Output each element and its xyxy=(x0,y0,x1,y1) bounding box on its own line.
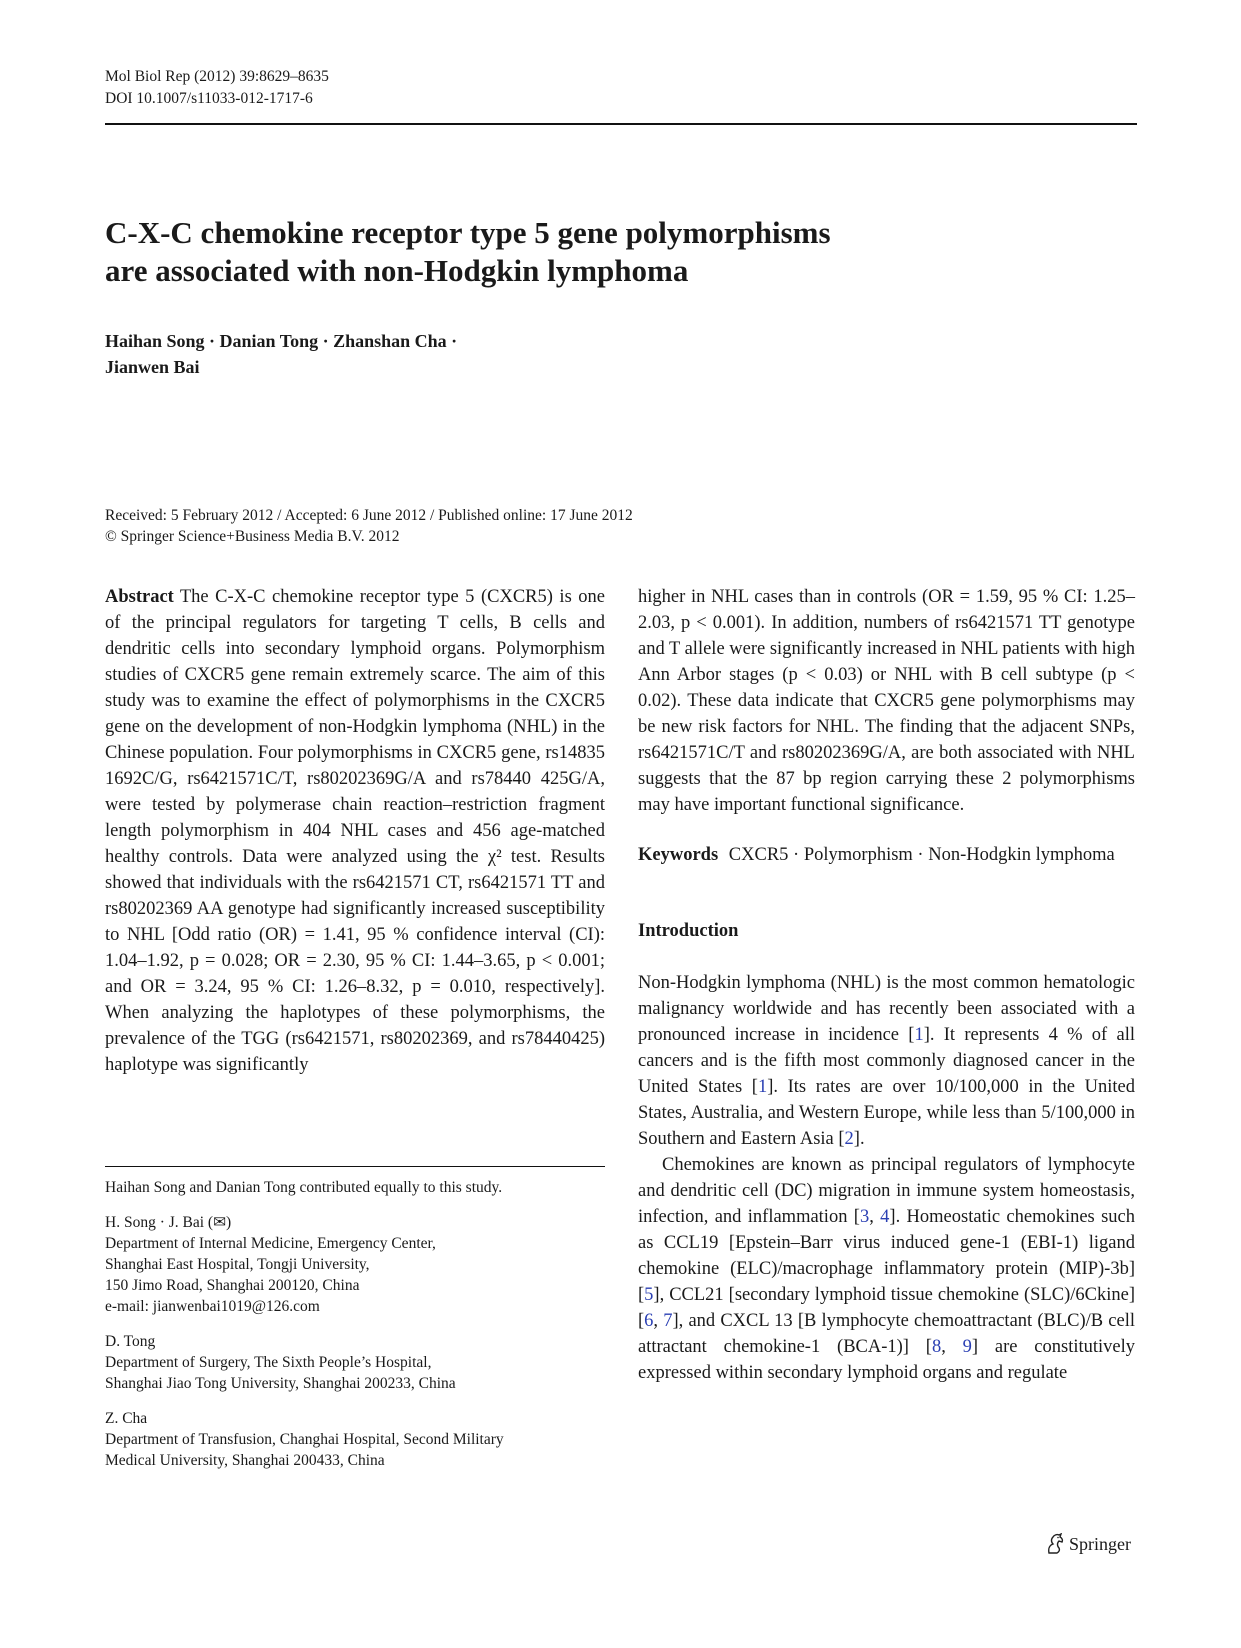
journal-citation: Mol Biol Rep (2012) 39:8629–8635 xyxy=(105,68,329,85)
citation-link[interactable]: 1 xyxy=(914,1025,924,1045)
footnotes xyxy=(105,1177,625,1471)
citation-link[interactable]: 7 xyxy=(663,1311,673,1331)
keywords xyxy=(638,842,1135,868)
doi: DOI 10.1007/s11033-012-1717-6 xyxy=(105,90,313,107)
email-link[interactable]: e-mail: jianwenbai1019@126.com xyxy=(105,1298,320,1315)
right-column xyxy=(638,584,1135,1386)
footnote-rule xyxy=(105,1166,605,1167)
citation-link[interactable]: 9 xyxy=(962,1337,972,1357)
keywords-text: CXCR5 · Polymorphism · Non-Hodgkin lymphoma xyxy=(728,845,1115,865)
citation-link[interactable]: 4 xyxy=(880,1207,890,1227)
header-rule xyxy=(105,123,1137,125)
dates-line: Received: 5 February 2012 / Accepted: 6 June 2012 / Published online: 17 June 2012 xyxy=(105,507,633,524)
intro-paragraph-1: Non-Hodgkin lymphoma (NHL) is the most common hematologic malignancy worldwide and has recently been associated with a pronounced increase in incidence [1]. It represents 4 % of all cancers and is the fifth most commonly diagnosed cancer in the United States [1]. Its rates are over 10/100,000 in the United States, Australia, and Western Europe, while less than 5/100,000 in Southern and Eastern Asia [2]. xyxy=(638,973,1136,1149)
abstract-left-column xyxy=(105,584,605,1078)
affiliation-3: Z. Cha Department of Transfusion, Changhai Hospital, Second Military Medical University, Shanghai 200433, China xyxy=(105,1410,504,1469)
introduction-heading: Introduction xyxy=(638,921,739,941)
citation-link[interactable]: 1 xyxy=(757,1077,768,1097)
author-list: Haihan Song · Danian Tong · Zhanshan Cha · Jianwen Bai xyxy=(105,331,458,377)
affiliation-2: D. Tong Department of Surgery, The Sixth People’s Hospital, Shanghai Jiao Tong University, Shanghai 200233, China xyxy=(105,1333,456,1392)
publisher-name: Springer xyxy=(1069,1534,1131,1554)
citation-link[interactable]: 3 xyxy=(859,1207,870,1227)
abstract-text: The C-X-C chemokine receptor type 5 (CXCR5) is one of the principal regulators for targeting T cells, B cells and dendritic cells into secondary lymphoid organs. Polymorphism studies of CXCR5 gene remain extremely scarce. The aim of this study was to examine the effect of polymorphisms in the CXCR5 gene on the development of non-Hodgkin lymphoma (NHL) in the Chinese population. Four polymorphisms in CXCR5 gene, rs14835 1692C/G, rs6421571C/T, rs80202369G/A and rs78440 425G/A, were tested by polymerase chain reaction–restriction fragment length polymorphism in 404 NHL cases and 456 age-matched healthy controls. Data were analyzed using the χ² test. Results showed that individuals with the rs6421571 CT, rs6421571 TT and rs80202369 AA genotype had significantly increased susceptibility to NHL [Odd ratio (OR) = 1.41, 95 % confidence interval (CI): 1.04–1.92, p = 0.028; OR = 2.30, 95 % CI: 1.44–3.65, p < 0.001; and OR = 3.24, 95 % CI: 1.26–8.32, p = 0.010, respectively]. When analyzing the haplotypes of these polymorphisms, the prevalence of the TGG (rs6421571, rs80202369, and rs78440425) haplotype was significantly xyxy=(105,587,605,1075)
publisher-logo xyxy=(1045,1532,1131,1556)
contribution-note: Haihan Song and Danian Tong contributed equally to this study. xyxy=(105,1179,503,1196)
citation-link[interactable]: 2 xyxy=(844,1129,854,1149)
springer-horse-icon xyxy=(1045,1533,1065,1555)
copyright: © Springer Science+Business Media B.V. 2012 xyxy=(105,528,400,545)
intro-paragraph-2: Chemokines are known as principal regulators of lymphocyte and dendritic cell (DC) migration in immune system homeostasis, infection, and inflammation [3, 4]. Homeostatic chemokines such as CCL19 [Epstein–Barr virus induced gene-1 (EBI-1) ligand chemokine (ELC)/macrophage inflammatory protein (MIP)-3b] [5], CCL21 [secondary lymphoid tissue chemokine (SLC)/6Ckine] [6, 7], and CXCL 13 [B lymphocyte chemoattractant (BLC)/B cell attractant chemokine-1 (BCA-1)] [8, 9] are constitutively expressed within secondary lymphoid organs and regulate xyxy=(638,1155,1136,1383)
abstract-label: Abstract xyxy=(105,587,174,607)
publication-dates xyxy=(105,505,633,547)
journal-header xyxy=(105,66,329,110)
affiliation-1: H. Song · J. Bai (✉) Department of Internal Medicine, Emergency Center, Shanghai East Hospital, Tongji University, 150 Jimo Road, Shanghai 200120, China e-mail: jianwenbai1019@126.com xyxy=(105,1212,625,1317)
keywords-label: Keywords xyxy=(638,845,719,865)
citation-link[interactable]: 5 xyxy=(644,1285,654,1305)
article-title: C-X-C chemokine receptor type 5 gene polymorphisms are associated with non-Hodgkin lymphoma xyxy=(105,215,831,288)
abstract-continued: higher in NHL cases than in controls (OR = 1.59, 95 % CI: 1.25–2.03, p < 0.001). In addition, numbers of rs6421571 TT genotype and T allele were significantly increased in NHL patients with high Ann Arbor stages (p < 0.03) or NHL with B cell subtype (p < 0.02). These data indicate that CXCR5 gene polymorphisms may be new risk factors for NHL. The finding that the adjacent SNPs, rs6421571C/T and rs80202369G/A, are both associated with NHL suggests that the 87 bp region carrying these 2 polymorphisms may have important functional significance. xyxy=(638,587,1135,815)
citation-link[interactable]: 8 xyxy=(931,1337,942,1357)
citation-link[interactable]: 6 xyxy=(644,1311,654,1331)
